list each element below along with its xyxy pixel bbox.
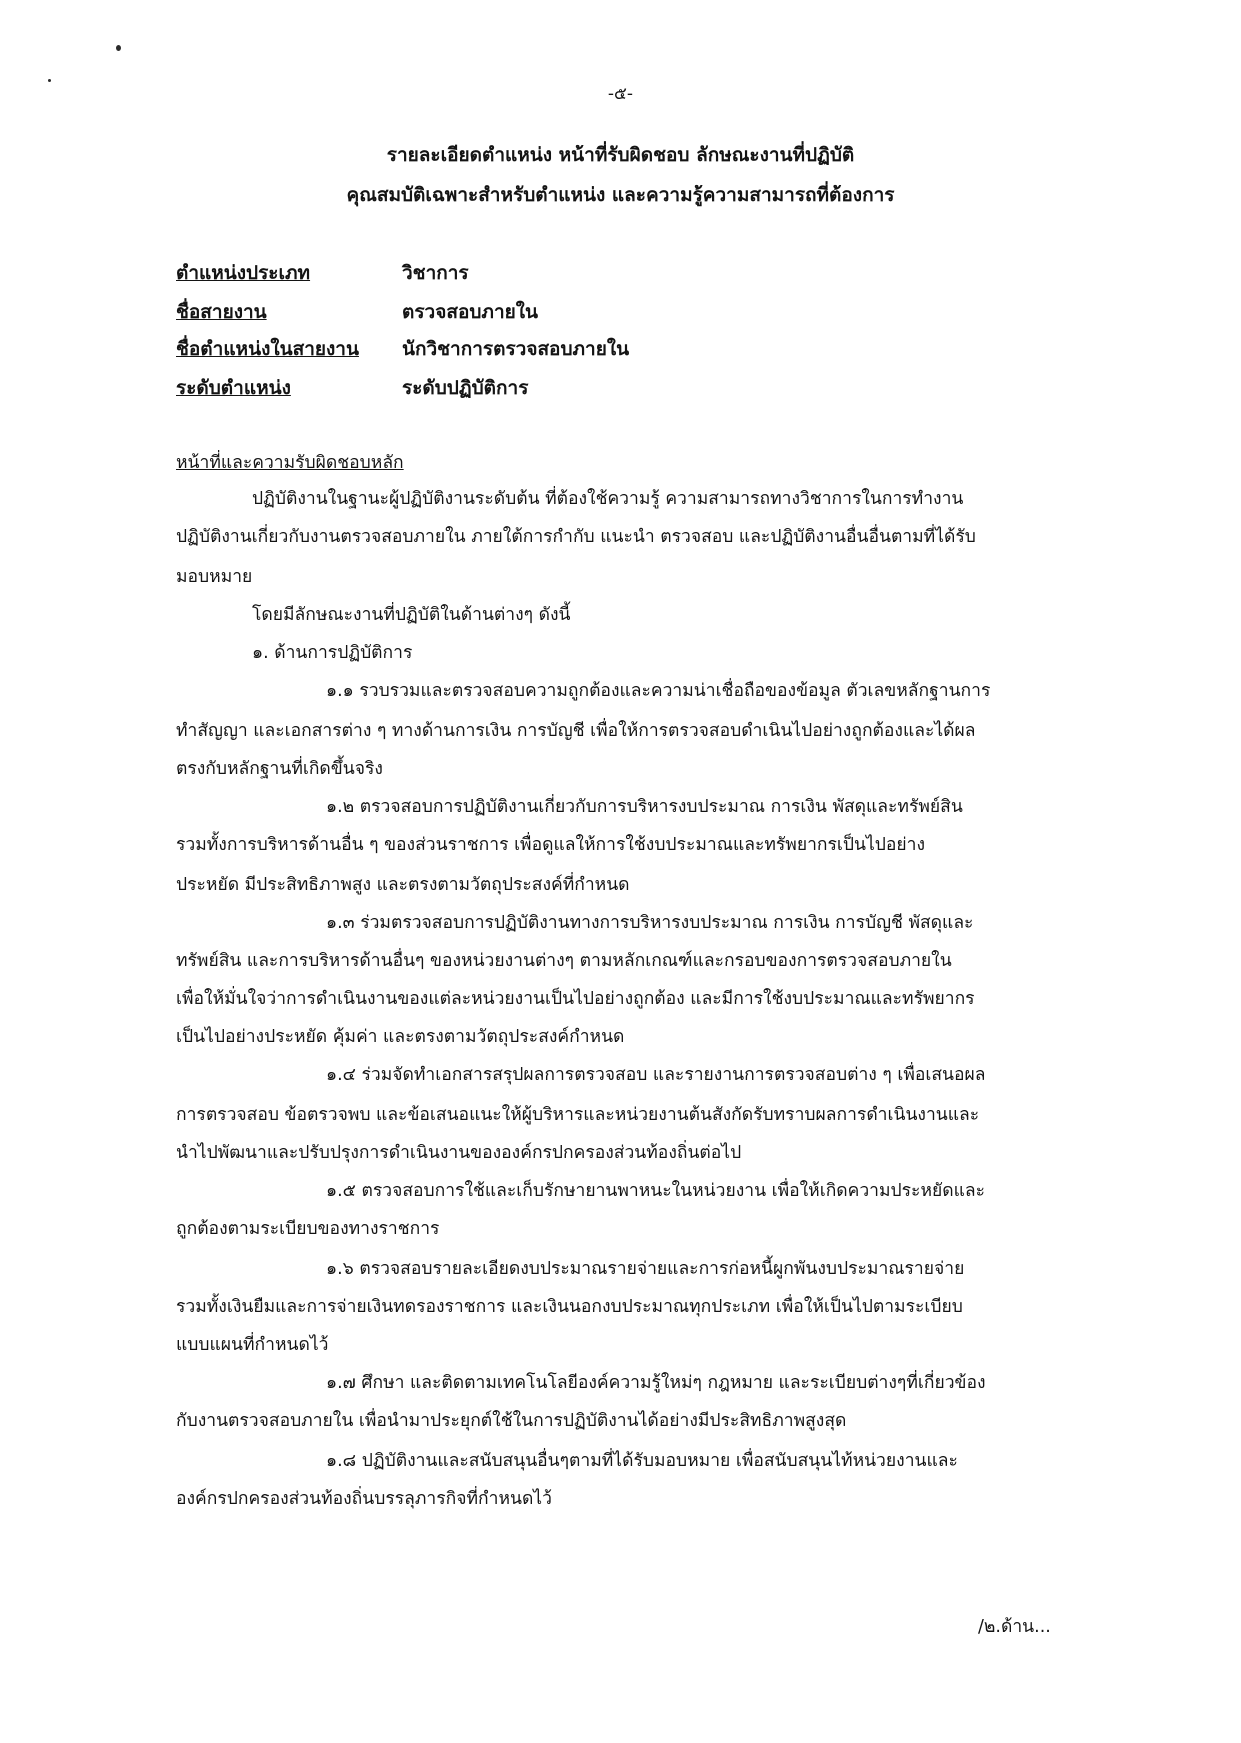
position-level-value: ระดับปฏิบัติการ [402, 377, 529, 399]
duties-line: โดยมีลักษณะงานที่ปฏิบัติในด้านต่างๆ ดังนี้ [252, 605, 571, 625]
duties-line: ถูกต้องตามระเบียบของทางราชการ [176, 1219, 440, 1239]
duties-line: ทำสัญญา และเอกสารต่าง ๆ ทางด้านการเงิน การบัญชี เพื่อให้การตรวจสอบดำเนินไปอย่างถูกต้องและได้ผล [176, 721, 976, 741]
duties-line: ๑.๖ ตรวจสอบรายละเอียดงบประมาณรายจ่ายและการก่อหนี้ผูกพันงบประมาณรายจ่าย [326, 1259, 965, 1279]
duties-line: ๑.๘ ปฏิบัติงานและสนับสนุนอื่นๆตามที่ได้รับมอบหมาย เพื่อสนับสนุนไท้หน่วยงานและ [326, 1451, 958, 1471]
duties-line: ปฏิบัติงานเกี่ยวกับงานตรวจสอบภายใน ภายใต้การกำกับ แนะนำ ตรวจสอบ และปฏิบัติงานอื่นอื่นตามที่ได้รับ [176, 527, 976, 547]
duties-line: ปฏิบัติงานในฐานะผู้ปฏิบัติงานระดับต้น ที่ต้องใช้ความรู้ ความสามารถทางวิชาการในการทำงาน [252, 489, 964, 509]
duties-line: ตรงกับหลักฐานที่เกิดขึ้นจริง [176, 759, 383, 779]
document-title-line-2: คุณสมบัติเฉพาะสำหรับตำแหน่ง และความรู้ความสามารถที่ต้องการ [346, 184, 895, 206]
duties-line: นำไปพัฒนาและปรับปรุงการดำเนินงานขององค์กรปกครองส่วนท้องถิ่นต่อไป [176, 1143, 742, 1163]
duties-line: รวมทั้งการบริหารด้านอื่น ๆ ของส่วนราชการ เพื่อดูแลให้การใช้งบประมาณและทรัพยากรเป็นไปอย่าง [176, 835, 925, 855]
duties-line: ๑.๔ ร่วมจัดทำเอกสารสรุปผลการตรวจสอบ และรายงานการตรวจสอบต่าง ๆ เพื่อเสนอผล [326, 1065, 986, 1085]
duties-line: เป็นไปอย่างประหยัด คุ้มค่า และตรงตามวัตถุประสงค์กำหนด [176, 1027, 625, 1047]
duties-line: ๑. ด้านการปฏิบัติการ [252, 643, 413, 663]
position-name-value: นักวิชาการตรวจสอบภายใน [402, 338, 630, 360]
duties-line: ๑.๑ รวบรวมและตรวจสอบความถูกต้องและความน่าเชื่อถือของข้อมูล ตัวเลขหลักฐานการ [326, 681, 991, 701]
duties-line: รวมทั้งเงินยืมและการจ่ายเงินทดรองราชการ และเงินนอกงบประมาณทุกประเภท เพื่อให้เป็นไปตามระเบียบ [176, 1297, 963, 1317]
duties-line: มอบหมาย [176, 567, 253, 587]
duties-line: ๑.๕ ตรวจสอบการใช้และเก็บรักษายานพาหนะในหน่วยงาน เพื่อให้เกิดความประหยัดและ [326, 1181, 986, 1201]
duties-line: ทรัพย์สิน และการบริหารด้านอื่นๆ ของหน่วยงานต่างๆ ตามหลักเกณฑ์และกรอบของการตรวจสอบภายใน [176, 951, 952, 971]
duties-line: ๑.๒ ตรวจสอบการปฏิบัติงานเกี่ยวกับการบริหารงบประมาณ การเงิน พัสดุและทรัพย์สิน [326, 797, 963, 817]
document-title-line-1: รายละเอียดตำแหน่ง หน้าที่รับผิดชอบ ลักษณะงานที่ปฏิบัติ [386, 144, 855, 166]
position-type-value: วิชาการ [402, 262, 469, 284]
duties-line: การตรวจสอบ ข้อตรวจพบ และข้อเสนอแนะให้ผู้บริหารและหน่วยงานต้นสังกัดรับทราบผลการดำเนินงานและ [176, 1105, 980, 1125]
position-name-label: ชื่อตำแหน่งในสายงาน [176, 338, 359, 360]
scan-speck [116, 45, 121, 51]
continuation-marker: /๒.ด้าน... [978, 1617, 1051, 1637]
position-level-label: ระดับตำแหน่ง [176, 377, 291, 399]
duties-line: แบบแผนที่กำหนดไว้ [176, 1335, 329, 1355]
duties-line: เพื่อให้มั่นใจว่าการดำเนินงานของแต่ละหน่วยงานเป็นไปอย่างถูกต้อง และมีการใช้งบประมาณและทรัพยากร [176, 989, 975, 1009]
position-type-label: ตำแหน่งประเภท [176, 262, 311, 284]
duties-line: ประหยัด มีประสิทธิภาพสูง และตรงตามวัตถุประสงค์ที่กำหนด [176, 875, 630, 895]
page-number: -๕- [607, 84, 634, 104]
duties-line: ๑.๓ ร่วมตรวจสอบการปฏิบัติงานทางการบริหารงบประมาณ การเงิน การบัญชี พัสดุและ [326, 913, 974, 933]
job-line-label: ชื่อสายงาน [176, 301, 267, 323]
duties-line: ๑.๗ ศึกษา และติดตามเทคโนโลยีองค์ความรู้ใหม่ๆ กฎหมาย และระเบียบต่างๆที่เกี่ยวข้อง [326, 1373, 986, 1393]
job-line-value: ตรวจสอบภายใน [402, 301, 539, 323]
duties-line: องค์กรปกครองส่วนท้องถิ่นบรรลุภารกิจที่กำหนดไว้ [176, 1489, 552, 1509]
duties-heading: หน้าที่และความรับผิดชอบหลัก [176, 453, 404, 473]
duties-line: กับงานตรวจสอบภายใน เพื่อนำมาประยุกต์ใช้ในการปฏิบัติงานได้อย่างมีประสิทธิภาพสูงสุด [176, 1411, 847, 1431]
